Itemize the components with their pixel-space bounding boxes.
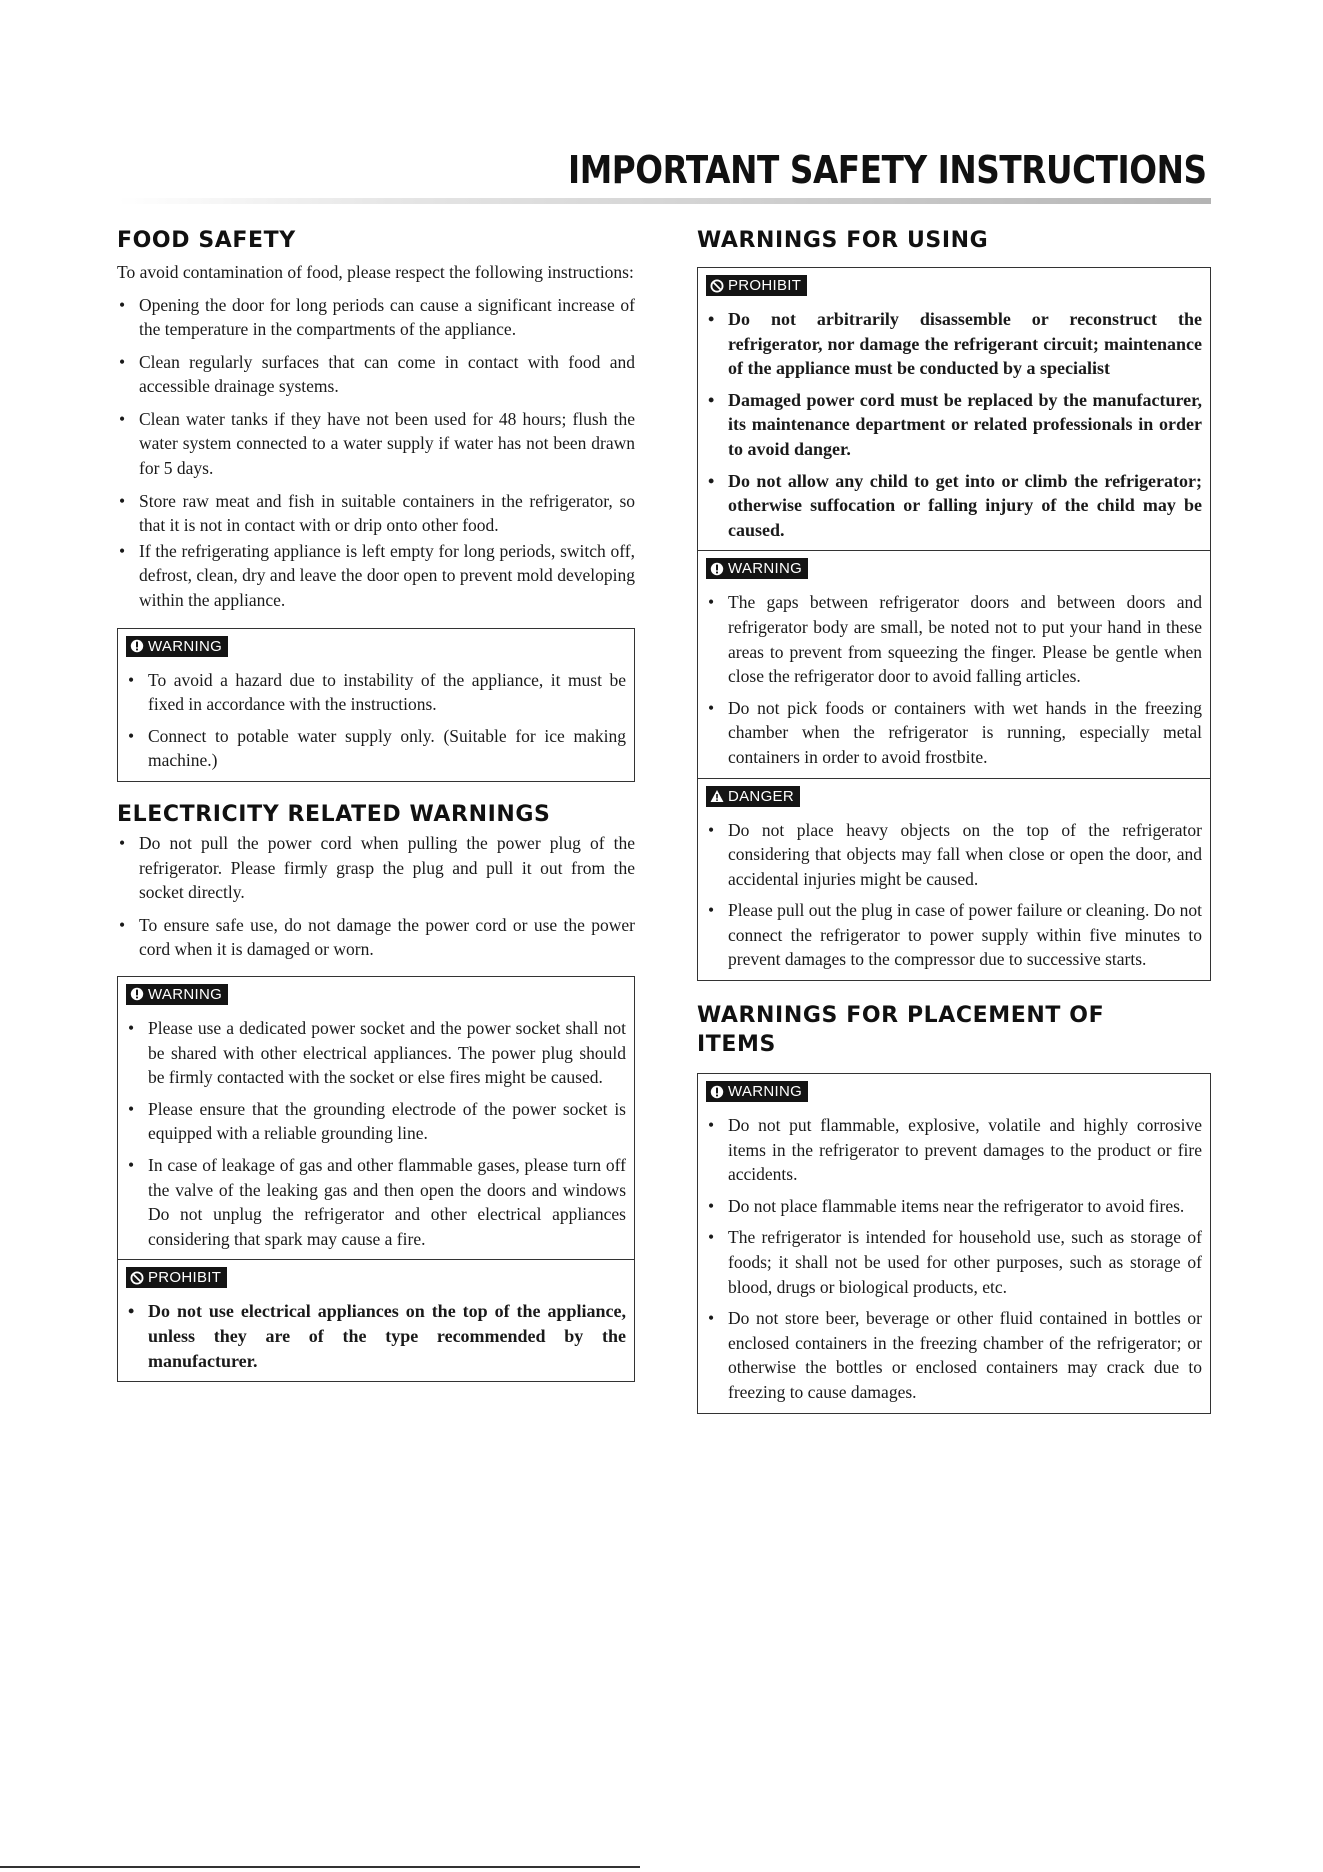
warning-badge-label: WARNING [728, 560, 803, 578]
danger-badge-label: DANGER [728, 787, 794, 805]
warning-badge [126, 636, 228, 657]
list-item: • Clean regularly surfaces that can come in contact with food and accessible drainage systems. [117, 350, 635, 399]
food-safety-list [117, 293, 635, 613]
list-item: • The gaps between refrigerator doors and between doors and refrigerator body are small, be noted not to put your hand in these areas to prevent from squeezing the finger. Please be gentle when close the refrigerator door to avoid falling articles. [706, 590, 1202, 688]
prohibit-badge [126, 1267, 227, 1288]
list-item: • Do not place flammable items near the refrigerator to avoid fires. [706, 1194, 1202, 1219]
list-item: • Please ensure that the grounding electrode of the power socket is equipped with a reliable grounding line. [126, 1097, 626, 1146]
warning-badge [706, 558, 808, 579]
list-item: • Do not arbitrarily disassemble or reconstruct the refrigerator, nor damage the refrigerant circuit; maintenance of the appliance must be conducted by a specialist [706, 307, 1202, 381]
food-safety-intro: To avoid contamination of food, please respect the following instructions: [117, 262, 634, 282]
warning-badge-label: WARNING [148, 637, 223, 655]
prohibit-icon [710, 279, 724, 293]
electricity-warning-box [117, 976, 635, 1382]
placement-box [697, 1073, 1211, 1414]
list-item: • Connect to potable water supply only. (Suitable for ice making machine.) [126, 724, 626, 773]
list-item: • To ensure safe use, do not damage the power cord or use the power cord when it is damaged or worn. [117, 913, 635, 962]
list-item: • In case of leakage of gas and other flammable gases, please turn off the valve of the leaking gas and then open the doors and windows Do not unplug the refrigerator and other electrical appliances considering that spark may cause a fire. [126, 1153, 626, 1251]
warning-badge [706, 1081, 808, 1102]
right-column [697, 226, 1211, 1414]
warning-badge [126, 984, 228, 1005]
prohibit-icon [130, 1271, 144, 1285]
danger-section [698, 778, 1210, 981]
exclamation-circle-icon [130, 987, 144, 1001]
prohibit-badge-label: PROHIBIT [148, 1269, 222, 1287]
list-item: • If the refrigerating appliance is left empty for long periods, switch off, defrost, clean, dry and leave the door open to prevent mold developing within the appliance. [117, 539, 635, 613]
title-rule [118, 198, 1211, 204]
warning-section [118, 629, 634, 781]
exclamation-circle-icon [710, 1085, 724, 1099]
list-item: • Please use a dedicated power socket and the power socket shall not be shared with other electrical appliances. The power plug should be firmly contacted with the socket or else fires might be caused. [126, 1016, 626, 1090]
prohibit-badge [706, 275, 807, 296]
list-item: • Do not put flammable, explosive, volatile and highly corrosive items in the refrigerator to prevent damages to the product or fire accidents. [706, 1113, 1202, 1187]
electricity-list [117, 831, 635, 962]
list-item: • Do not place heavy objects on the top of the refrigerator considering that objects may fall when close or open the door, and accidental injuries might be caused. [706, 818, 1202, 892]
list-item: • To avoid a hazard due to instability of the appliance, it must be fixed in accordance with the instructions. [126, 668, 626, 717]
warning-section [698, 1074, 1210, 1413]
list-item: • Opening the door for long periods can cause a significant increase of the temperature in the compartments of the appliance. [117, 293, 635, 342]
list-item: • Do not pick foods or containers with wet hands in the freezing chamber when the refrigerator is running, especially metal containers in order to avoid frostbite. [706, 696, 1202, 770]
left-column [117, 226, 635, 1382]
list-item: • Do not pull the power cord when pulling the power plug of the refrigerator. Please firmly grasp the plug and pull it out from the socket directly. [117, 831, 635, 905]
warning-section [698, 550, 1210, 777]
warning-badge-label: WARNING [148, 985, 223, 1003]
footer-rule [0, 1866, 640, 1868]
prohibit-section [118, 1259, 634, 1381]
placement-heading: WARNINGS FOR PLACEMENT OF ITEMS [697, 1003, 1105, 1058]
list-item: • Store raw meat and fish in suitable containers in the refrigerator, so that it is not in contact with or drip onto other food. [117, 489, 635, 538]
list-item: • Do not allow any child to get into or climb the refrigerator; otherwise suffocation or falling injury of the child may be caused. [706, 469, 1202, 543]
warning-triangle-icon [710, 789, 724, 803]
list-item: • Do not store beer, beverage or other fluid contained in bottles or enclosed containers in the freezing chamber of the refrigerator; or otherwise the bottles or enclosed containers may crack due to freezing to cause damages. [706, 1306, 1202, 1404]
prohibit-badge-label: PROHIBIT [728, 277, 802, 294]
warning-section [118, 977, 634, 1259]
exclamation-circle-icon [130, 639, 144, 653]
food-safety-heading: FOOD SAFETY [117, 228, 296, 253]
page-title: IMPORTANT SAFETY INSTRUCTIONS [568, 148, 1207, 192]
list-item: • The refrigerator is intended for household use, such as storage of foods; it shall not be used for other purposes, such as storage of blood, drugs or biological products, etc. [706, 1225, 1202, 1299]
food-safety-warning-box [117, 628, 635, 782]
danger-badge [706, 786, 800, 807]
using-heading: WARNINGS FOR USING [697, 228, 989, 253]
exclamation-circle-icon [710, 562, 724, 576]
warning-badge-label: WARNING [728, 1083, 803, 1101]
list-item: • Do not use electrical appliances on the top of the appliance, unless they are of the type recommended by the manufacturer. [126, 1299, 626, 1373]
electricity-heading: ELECTRICITY RELATED WARNINGS [117, 802, 551, 827]
using-box [697, 267, 1211, 981]
prohibit-section [698, 268, 1210, 550]
list-item: • Damaged power cord must be replaced by the manufacturer, its maintenance department or related professionals in order to avoid danger. [706, 388, 1202, 462]
list-item: • Please pull out the plug in case of power failure or cleaning. Do not connect the refrigerator to power supply within five minutes to prevent damages to the compressor due to successive starts. [706, 898, 1202, 972]
list-item: • Clean water tanks if they have not been used for 48 hours; flush the water system connected to a water supply if water has not been drawn for 5 days. [117, 407, 635, 481]
